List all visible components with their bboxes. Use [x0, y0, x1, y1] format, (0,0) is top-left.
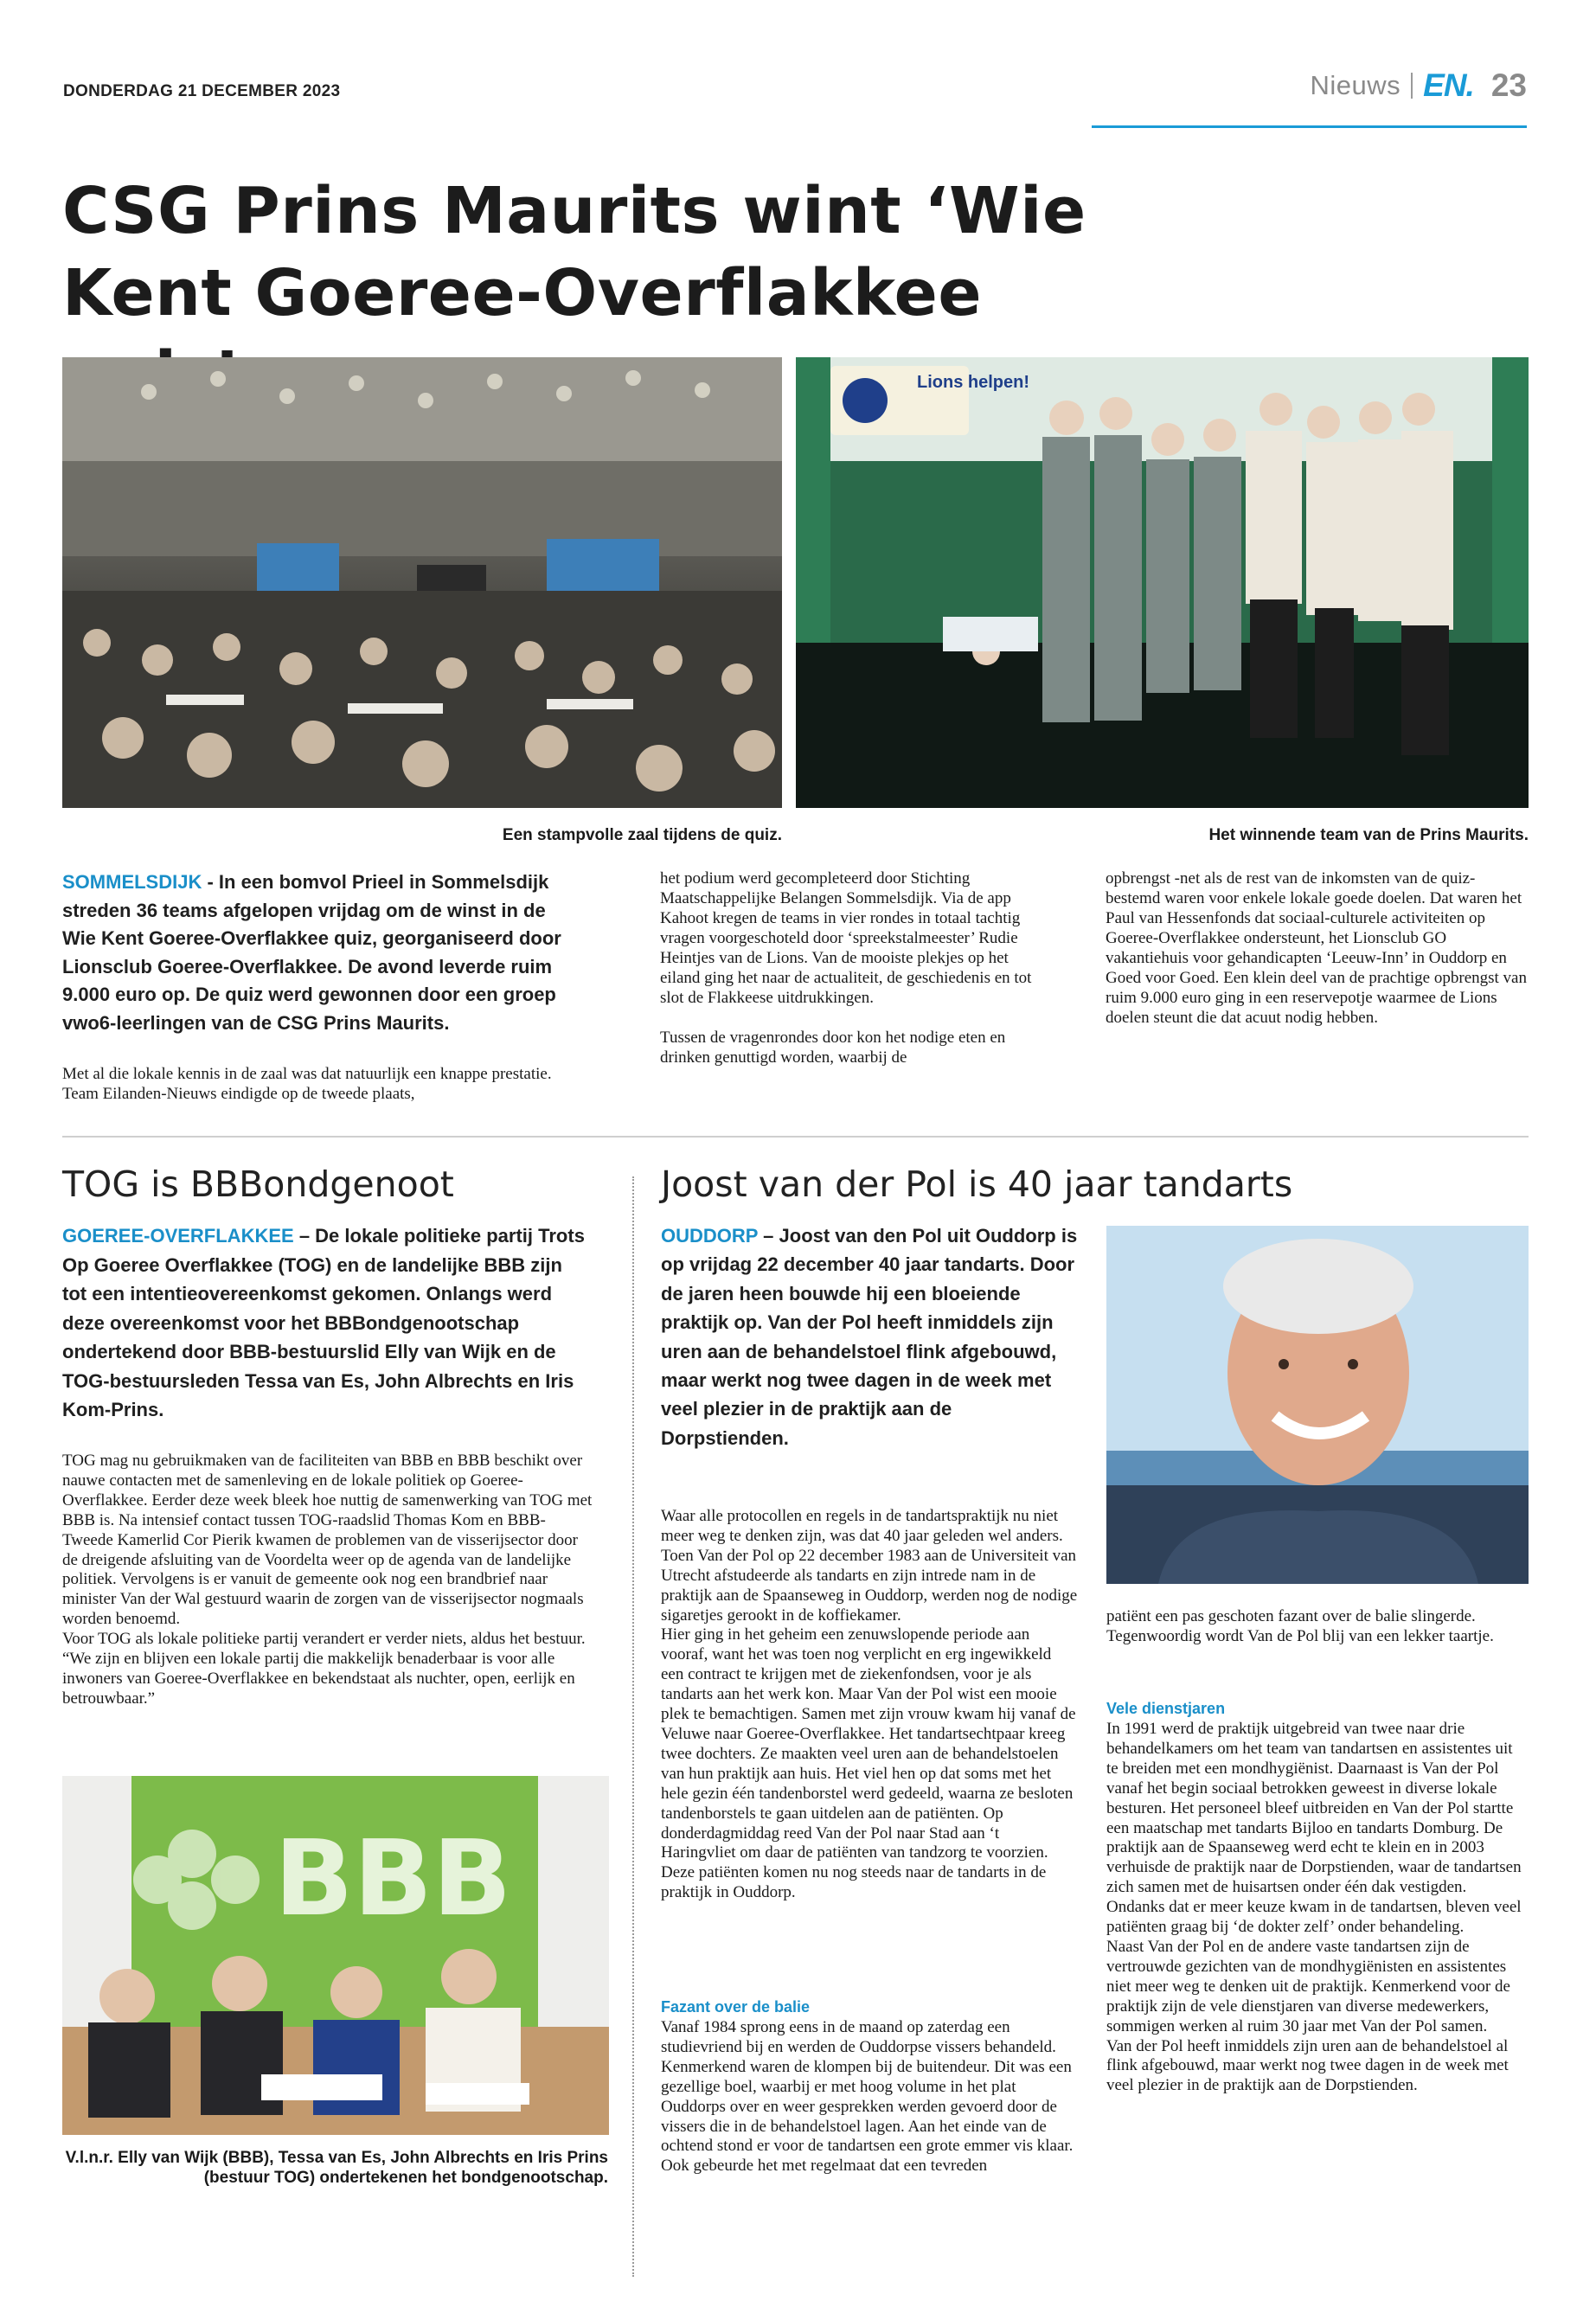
joost-portrait-photo [1106, 1226, 1529, 1584]
bbb-banner-text: BBB [274, 1819, 512, 1939]
signing-illustration [62, 1776, 609, 2135]
lions-sign: Lions helpen! [917, 373, 1029, 392]
joost-kicker: OUDDORP [661, 1225, 759, 1247]
photo1-caption: Een stampvolle zaal tijdens de quiz. [502, 826, 782, 844]
tog-body-p1: TOG mag nu gebruikmaken van de faciliteiten van BBB en BBB beschikt over nauwe contacten met de samenleving en de lokale politiek op Goeree-Overflakkee. Eerder deze week bleek hoe nuttig de samenwerking van TOG met BBB is. Na intensief contact tussen TOG-raadslid Thomas Kom en BBB-Tweede Kamerlid Cor Pierik kwamen de problemen van de visserijsector door de dreigende afsluiting van de Voordelta weer op de agenda van de landelijke politiek. Vervolgens is er vanuit de gemeente ook nog een brandbrief naar minister Van der Wal gestuurd waarin de zorgen van de visserijsector nogmaals worden benoemd. [62, 1452, 593, 1629]
quiz-hall-photo [62, 357, 782, 808]
main-lead-text: - In een bomvol Prieel in Sommelsdijk streden 36 teams afgelopen vrijdag om de winst in de Wie Kent Goeree-Overflakkee quiz, georganiseerd door Lionsclub Goeree-Overflakkee. De avond leverde ruim 9.000 euro op. De quiz werd gewonnen door een groep vwo6-leerlingen van de CSG Prins Maurits. [62, 871, 561, 1034]
joost-portrait-illustration [1106, 1226, 1529, 1584]
quiz-hall-illustration [62, 357, 782, 808]
page-number: 23 [1490, 67, 1527, 103]
section-label: Nieuws [1310, 70, 1401, 100]
main-body-col2-p2: Tussen de vragenrondes door kon het nodige eten en drinken genuttigd worden, waarbij de [660, 1029, 1006, 1067]
joost-body-fazant [661, 2018, 1078, 2176]
winning-team-illustration [796, 357, 1529, 808]
main-body-col2-p1: het podium werd gecompleteerd door Stichting Maatschappelijke Belangen Sommelsdijk. Via de app Kahoot kregen de teams in vier rondes in totaal tachtig vragen voorgeschoteld door ‘spreekstalmeester’ Rudie Heintjes van de Lions. Van de mooiste plekjes op het eiland ging het naar de actualiteit, de geschiedenis en tot slot de Flakkeese uitdrukkingen. [660, 869, 1032, 1007]
masthead [1311, 67, 1528, 104]
joost-headline: Joost van der Pol is 40 jaar tandarts [661, 1163, 1293, 1205]
tog-kicker: GOEREE-OVERFLAKKEE [62, 1225, 294, 1247]
main-lead [62, 868, 584, 1037]
winning-team-photo [796, 357, 1529, 808]
section-divider [62, 1136, 1529, 1138]
main-body-col1-text: Met al die lokale kennis in de zaal was dat natuurlijk een knappe prestatie. Team Eilanden-Nieuws eindigde op de tweede plaats, [62, 1065, 552, 1103]
joost-body-main-text: Waar alle protocollen en regels in de tandartspraktijk nu niet meer weg te denken zijn, was dat 40 jaar geleden wel anders. Toen Van der Pol op 22 december 1983 aan de Universiteit van Utrecht afstudeerde als tandarts en zijn intrede nam in de praktijk aan de Spaanseweg in Ouddorp, werden nog de nodige sigaretjes gerookt in de koffiekamer. Hier ging in het geheim een zenuwslopende periode aan vooraf, want het was toen nog verplicht en erg ingewikkeld een contract te krijgen met de ziekenfondsen, voor je als tandarts aan het werk kon. Maar Van der Pol wist een mooie plek te bemachtigen. Samen met zijn vrouw kwam hij vanaf de Veluwe naar Goeree-Overflakkee. Het tandartsechtpaar kreeg twee dochters. Ze maakten veel uren aan de behandelstoelen van hun praktijk aan huis. Het viel hen op dat soms met het hele gezin één tandenborstel werd gedeeld, waarna ze besloten tandenborstels te gaan uitdelen aan de patiënten. Op donderdagmiddag reed Van der Pol naar Stad aan ‘t Haringvliet om daar de patiënten van tandzorg te voorzien. Deze patiënten komen nu nog steeds naar de tandarts in de praktijk in Ouddorp. [661, 1507, 1078, 1902]
main-kicker: SOMMELSDIJK [62, 871, 202, 893]
main-body-col3-text: opbrengst -net als de rest van de inkomsten van de quiz- bestemd waren voor enkele lokale goede doelen. Dat waren het Paul van Hessenfonds dat sociaal-culturele activiteiten op Goeree-Overflakkee ondersteunt, het Lionsclub GO vakantiehuis voor gehandicapten ‘Leeuw-Inn’ in Ouddorp en Goed voor Goed. Een klein deel van de prachtige opbrengst van ruim 9.000 euro ging in een reservepotje waarmee de Lions doelen steunt die dat acuut nodig hebben. [1106, 869, 1527, 1027]
column-divider [632, 1176, 634, 2277]
vele-subhead: Vele dienstjaren [1106, 1700, 1226, 1717]
joost-body-right1-text: patiënt een pas geschoten fazant over de balie slingerde. Tegenwoordig wordt Van de Pol blij van een lekker taartje. [1106, 1607, 1494, 1645]
tog-lead [62, 1221, 590, 1425]
issue-date: DONDERDAG 21 DECEMBER 2023 [63, 82, 341, 100]
tog-body [62, 1452, 593, 1709]
joost-body-right2 [1106, 1720, 1529, 2096]
main-body-col2 [660, 868, 1042, 1067]
header-rule [1092, 125, 1527, 128]
joost-body-right2-text: In 1991 werd de praktijk uitgebreid van twee naar drie behandelkamers om het team van tandartsen en assistentes uit te breiden met een mondhygiënist. Daarnaast is Van der Pol vanaf het begin sociaal betrokken geweest in diverse lokale besturen. Het personeel bleef uitbreiden en Van der Pol startte een maatschap met tandarts Bijloo en tandarts Domburg. De praktijk aan de Spaanseweg werd echt te klein en in 2003 verhuisde de praktijk naar de Dorpstienden, waar de tandartsen zich samen met de huisartsen onder één dak vestigden. Ondanks dat er meer keuze kwam in de tandartsen, bleven veel patiënten graag bij ‘de dokter zelf’ onder behandeling. Naast Van der Pol en de andere vaste tandartsen zijn de vertrouwde gezichten van de mondhygiënisten en assistentes niet meer weg te denken uit de praktijk. Kenmerkend voor de praktijk zijn de vele dienstjaren van diverse medewerkers, sommigen werken al ruim 30 jaar met Van der Pol samen. Van der Pol heeft inmiddels zijn uren aan de behandelstoel al flink afgebouwd, maar werkt nog twee dagen in de week met veel plezier in de praktijk aan de Dorpstienden. [1106, 1720, 1522, 2095]
fazant-subhead: Fazant over de balie [661, 1998, 811, 2016]
joost-body-main [661, 1507, 1078, 1903]
signing-photo-caption: V.l.n.r. Elly van Wijk (BBB), Tessa van Es, John Albrechts en Iris Prins (bestuur TOG) ondertekenen het bondgenootschap. [65, 2149, 608, 2187]
signing-photo [62, 1776, 609, 2135]
tog-lead-text: – De lokale politieke partij Trots Op Goeree Overflakkee (TOG) en de landelijke BBB zijn tot een intentieovereenkomst gekomen. Onlangs werd deze overeenkomst voor het BBBondgenootschap ondertekend door BBB-bestuurslid Elly van Wijk en de TOG-bestuursleden Tessa van Es, John Albrechts en Iris Kom-Prins. [62, 1225, 585, 1420]
joost-lead [661, 1221, 1083, 1452]
newspaper-logo: EN. [1423, 67, 1474, 103]
photo2-caption: Het winnende team van de Prins Maurits. [1208, 826, 1529, 844]
tog-headline: TOG is BBBondgenoot [62, 1163, 454, 1205]
tog-body-p2: Voor TOG als lokale politieke partij verandert er verder niets, aldus het bestuur. “We zijn en blijven een lokale partij die makkelijk benaderbaar is voor alle inwoners van Goeree-Overflakkee en bekendstaat als nuchter, open, eerlijk en betrouwbaar.” [62, 1630, 586, 1708]
joost-lead-text: – Joost van den Pol uit Ouddorp is op vrijdag 22 december 40 jaar tandarts. Door de jaren heen bouwde hij een bloeiende praktijk op. Van der Pol heeft inmiddels zijn uren aan de behandelstoel flink afgebouwd, maar werkt nog twee dagen in de week met veel plezier in de praktijk aan de Dorpstienden. [661, 1225, 1078, 1449]
main-body-col3 [1106, 868, 1529, 1028]
masthead-divider [1411, 73, 1413, 99]
joost-body-fazant-text: Vanaf 1984 sprong eens in de maand op zaterdag een studievriend bij en werden de Ouddorpse vissers behandeld. Kenmerkend waren de klompen bij de buitendeur. Dit was een gezellige boel, waarbij er met hoog volume in het plat Ouddorps over en weer gesprekken werden gevoerd door de vissers die in de behandelstoel lagen. Aan het einde van de ochtend stond er voor de tandartsen een grote emmer vis klaar. Ook gebeurde het met regelmaat dat een tevreden [661, 2018, 1074, 2176]
joost-body-right1 [1106, 1607, 1529, 1647]
main-headline: CSG Prins Maurits wint ‘Wie Kent Goeree-Overflakkee [62, 174, 1086, 330]
main-body-col1 [62, 1064, 584, 1104]
